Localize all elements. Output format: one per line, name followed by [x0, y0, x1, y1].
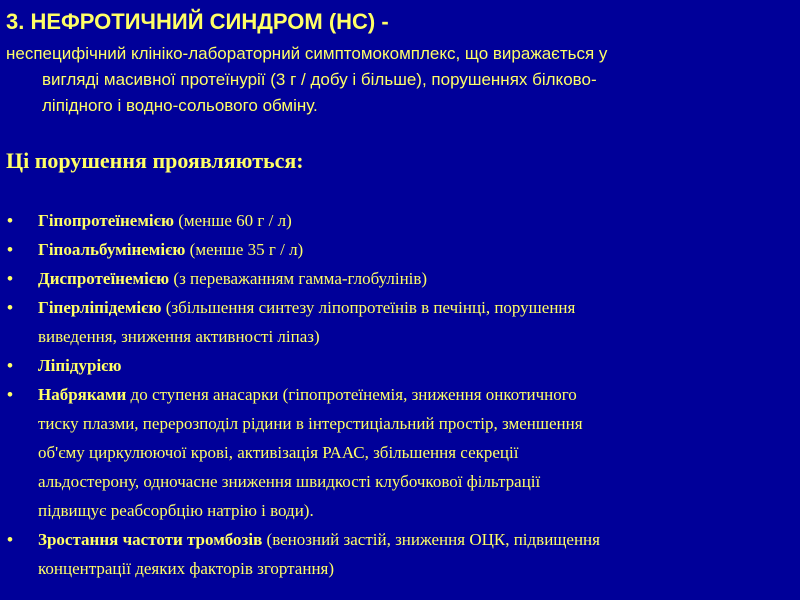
bullet-icon: • [7, 385, 13, 404]
bullet-icon: • [7, 530, 13, 549]
item-text: (менше 35 г / л) [185, 240, 304, 259]
item-text: концентрації деяких факторів згортання) [38, 559, 335, 578]
item-line [38, 264, 790, 293]
manifestations-list [0, 206, 800, 583]
item-text: альдостерону, одночасне зниження швидкості клубочкової фільтрації [38, 472, 541, 491]
definition-line-3: ліпідного і водно-сольового обміну. [42, 96, 318, 115]
item-line [38, 293, 790, 322]
item-text: (менше 60 г / л) [173, 211, 292, 230]
definition-line-1: неспецифічний клініко-лабораторний симптомокомплекс, що виражається у [6, 44, 608, 63]
item-line [38, 235, 790, 264]
item-term: Гіпоальбумінемією [38, 240, 186, 259]
item-term: Диспротеїнемією [38, 269, 170, 288]
list-item [0, 206, 800, 235]
item-text: об'єму циркулюючої крові, активізація РААС, збільшення секреції [38, 443, 519, 462]
list-item [0, 235, 800, 264]
item-term: Набряками [38, 385, 127, 404]
item-text: (венозний застій, зниження ОЦК, підвищення [262, 530, 600, 549]
bullet-icon: • [7, 269, 13, 288]
section-heading: Ці порушення проявляються: [6, 148, 304, 173]
item-text: підвищує реабсорбцію натрію і води). [38, 501, 314, 520]
definition-text [6, 41, 746, 119]
list-item [0, 380, 800, 525]
item-term: Гіпопротеїнемією [38, 211, 174, 230]
item-line [38, 206, 790, 235]
bullet-icon: • [7, 211, 13, 230]
bullet-icon: • [7, 240, 13, 259]
list-item [0, 351, 800, 380]
item-text: тиску плазми, перерозподіл рідини в інтерстиціальний простір, зменшення [38, 414, 583, 433]
definition-line-2: вигляді масивної протеїнурії (3 г / добу і більше), порушеннях білково- [42, 70, 597, 89]
item-line [38, 380, 790, 409]
item-text: виведення, зниження активності ліпаз) [38, 327, 320, 346]
item-term: Гіперліпідемією [38, 298, 162, 317]
item-term: Зростання частоти тромбозів [38, 530, 263, 549]
item-line [38, 351, 790, 380]
item-text: (збільшення синтезу ліпопротеїнів в печінці, порушення [161, 298, 576, 317]
bullet-icon: • [7, 356, 13, 375]
list-item [0, 264, 800, 293]
item-text: (з переважанням гамма-глобулінів) [169, 269, 428, 288]
item-term: Ліпідурією [38, 356, 122, 375]
list-item [0, 293, 800, 351]
list-item [0, 525, 800, 583]
bullet-icon: • [7, 298, 13, 317]
item-text: до ступеня анасарки (гіпопротеїнемія, зниження онкотичного [126, 385, 577, 404]
item-line [38, 525, 790, 554]
slide-title: 3. НЕФРОТИЧНИЙ СИНДРОМ (НС) - [6, 9, 389, 34]
